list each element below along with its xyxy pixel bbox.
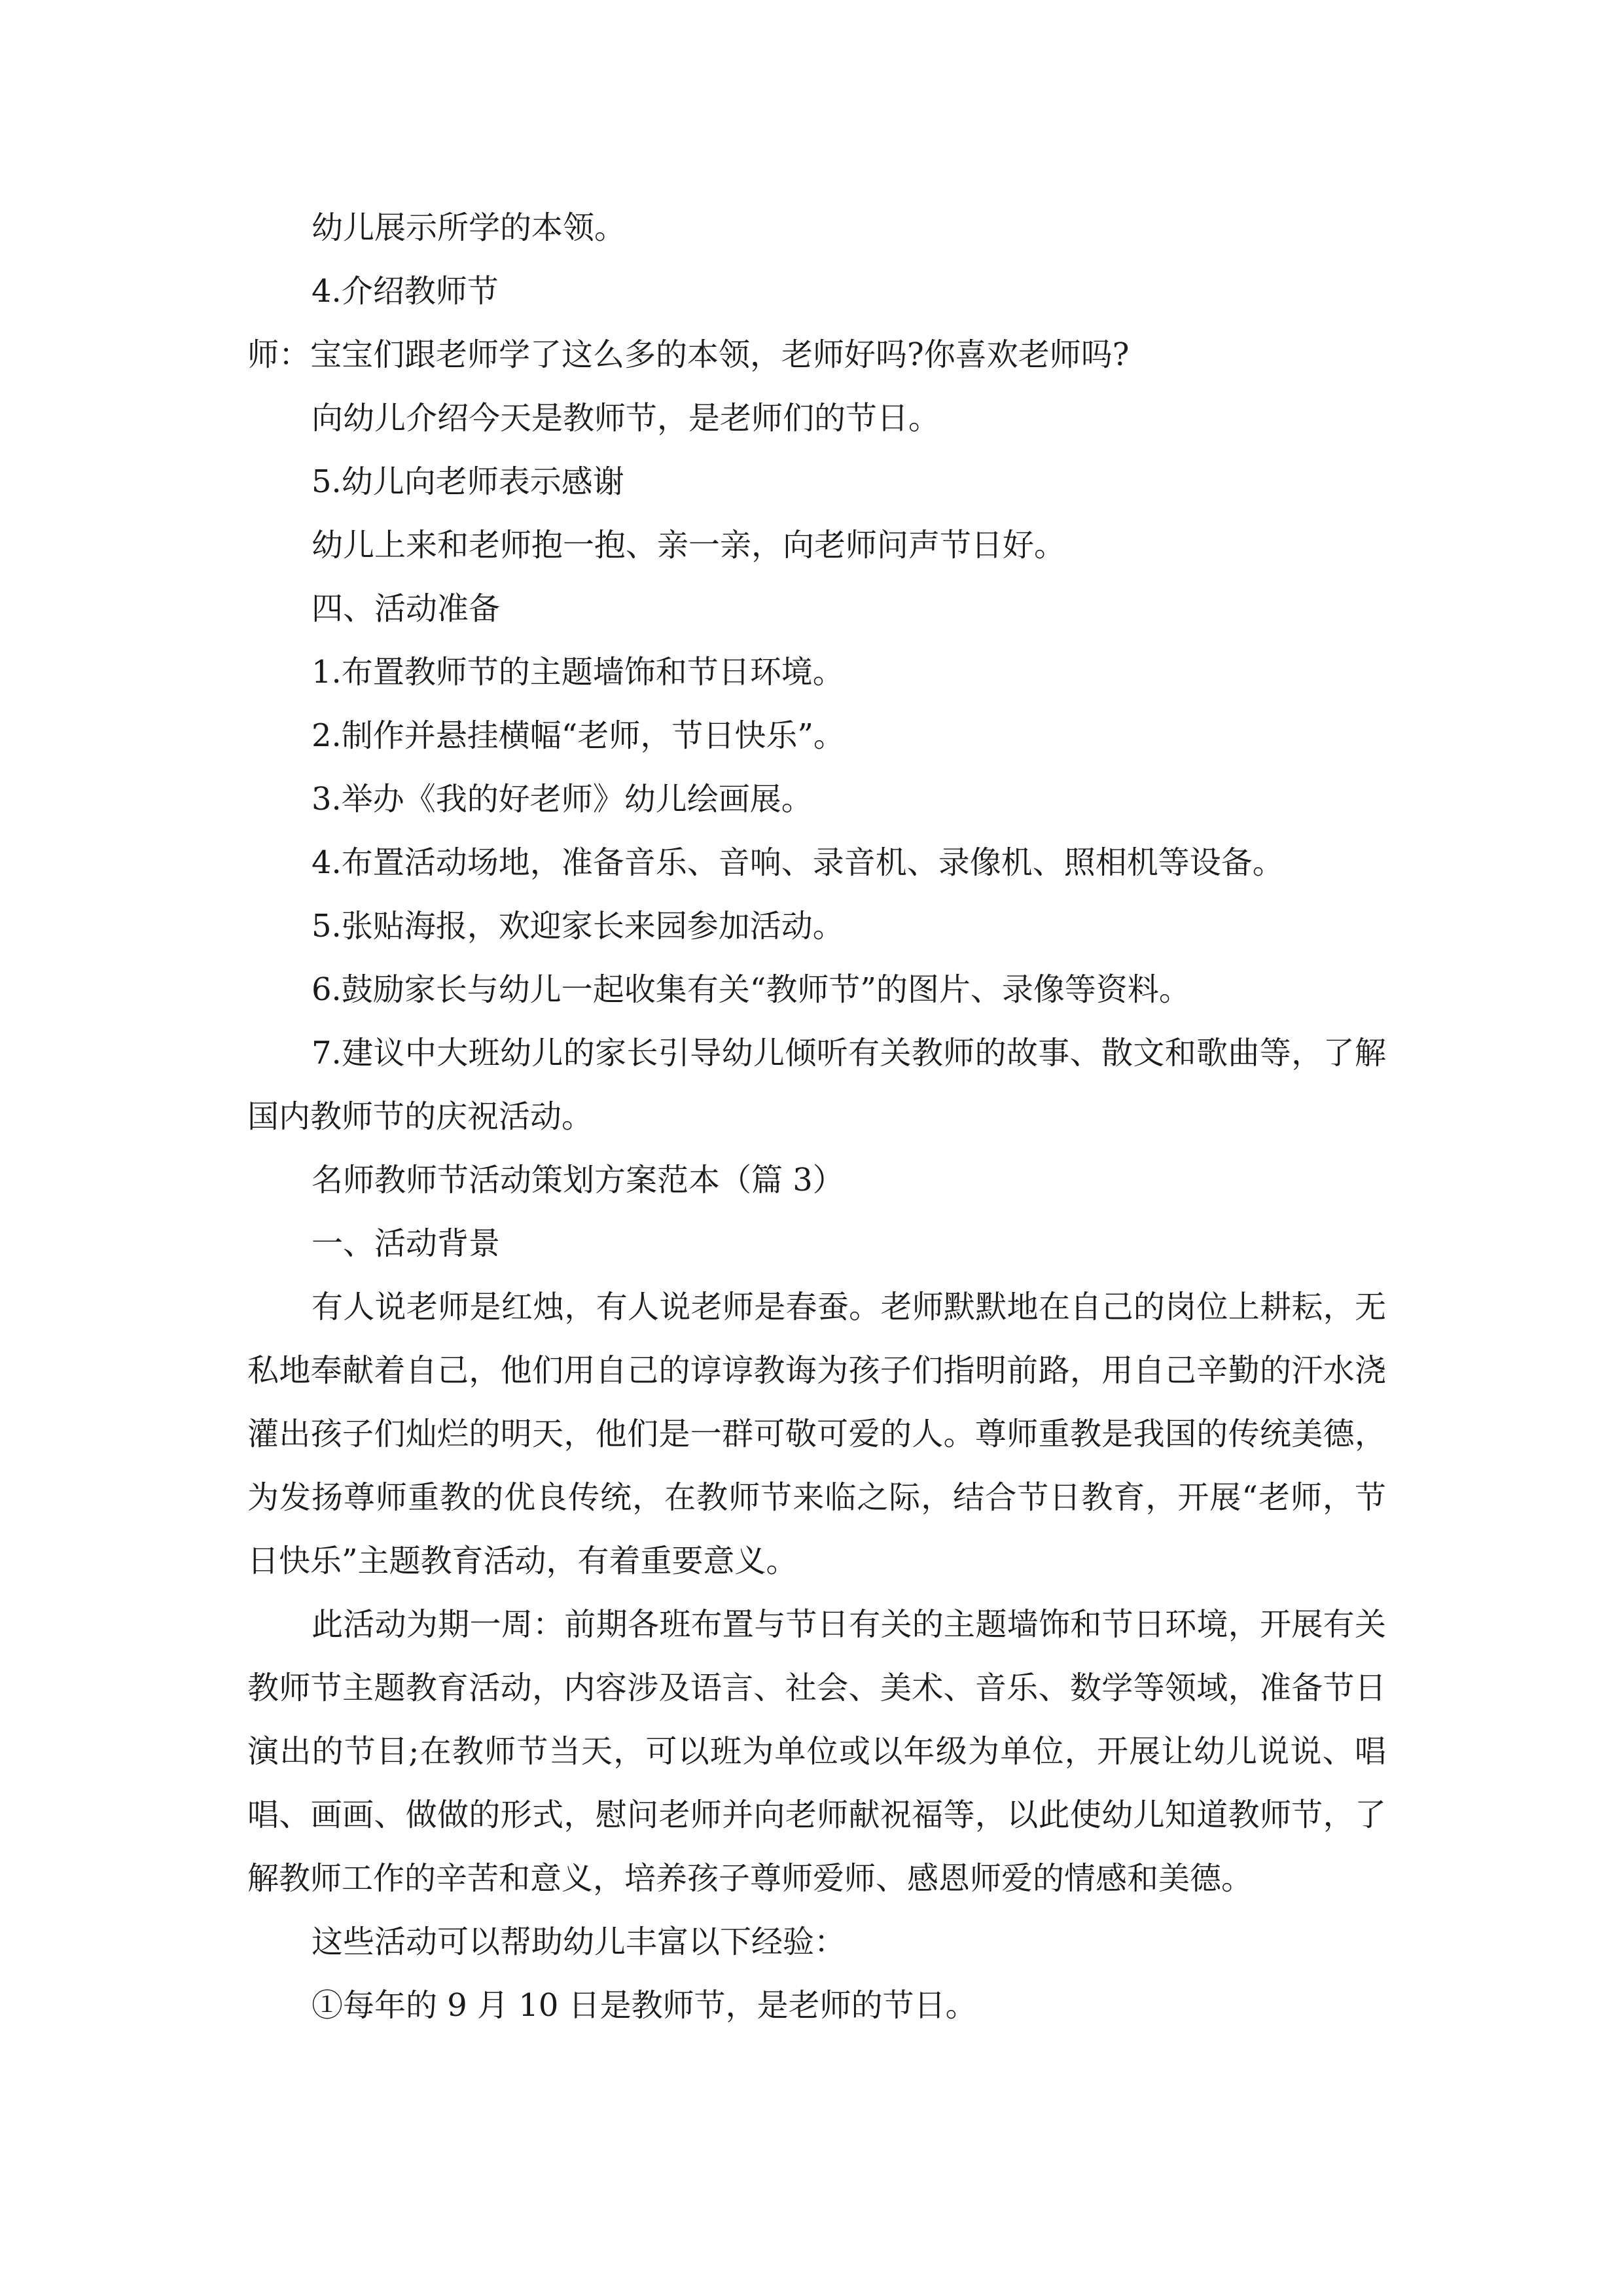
text-line: 这些活动可以帮助幼儿丰富以下经验： <box>312 1924 846 1960</box>
list-item: ①每年的 9 月 10 日是教师节，是老师的节日。 <box>312 1987 977 2024</box>
list-item: 6.鼓励家长与幼儿一起收集有关“教师节”的图片、录像等资料。 <box>312 971 1190 1008</box>
text-line: 向幼儿介绍今天是教师节，是老师们的节日。 <box>312 400 940 437</box>
section-title: 名师教师节活动策划方案范本（篇 3） <box>312 1162 844 1198</box>
document-body <box>247 196 1386 2037</box>
list-item: 2.制作并悬挂横幅“老师，节日快乐”。 <box>312 717 845 754</box>
list-item: 4.布置活动场地，准备音乐、音响、录音机、录像机、照相机等设备。 <box>312 844 1284 881</box>
list-item: 1.布置教师节的主题墙饰和节日环境。 <box>312 654 844 691</box>
step-heading: 5.幼儿向老师表示感谢 <box>312 463 624 500</box>
section-heading: 四、活动准备 <box>312 590 501 627</box>
list-item-paragraph: 7.建议中大班幼儿的家长引导幼儿倾听有关教师的故事、散文和歌曲等，了解国内教师节的庆祝活动。 <box>247 1035 1386 1135</box>
step-heading: 4.介绍教师节 <box>312 273 499 310</box>
section-heading: 一、活动背景 <box>312 1225 501 1262</box>
list-item: 5.张贴海报，欢迎家长来园参加活动。 <box>312 908 844 944</box>
list-item: 3.举办《我的好老师》幼儿绘画展。 <box>312 781 813 817</box>
text-line: 幼儿展示所学的本领。 <box>312 209 626 246</box>
text-line: 幼儿上来和老师抱一抱、亲一亲，向老师问声节日好。 <box>312 527 1066 564</box>
text-line: 师：宝宝们跟老师学了这么多的本领，老师好吗?你喜欢老师吗? <box>247 336 1130 373</box>
background-paragraph: 此活动为期一周：前期各班布置与节日有关的主题墙饰和节日环境，开展有关教师节主题教育活动，内容涉及语言、社会、美术、音乐、数学等领域，准备节日演出的节目;在教师节当天，可以班为单位或以年级为单位，开展让幼儿说说、唱唱、画画、做做的形式，慰问老师并向老师献祝福等，以此使幼儿知道教师节，了解教师工作的辛苦和意义，培养孩子尊师爱师、感恩师爱的情感和美德。 <box>247 1606 1386 1897</box>
background-paragraph: 有人说老师是红烛，有人说老师是春蚕。老师默默地在自己的岗位上耕耘，无私地奉献着自己，他们用自己的谆谆教诲为孩子们指明前路，用自己辛勤的汗水浇灌出孩子们灿烂的明天，他们是一群可敬可爱的人。尊师重教是我国的传统美德，为发扬尊师重教的优良传统，在教师节来临之际，结合节日教育，开展“老师，节日快乐”主题教育活动，有着重要意义。 <box>247 1289 1386 1579</box>
